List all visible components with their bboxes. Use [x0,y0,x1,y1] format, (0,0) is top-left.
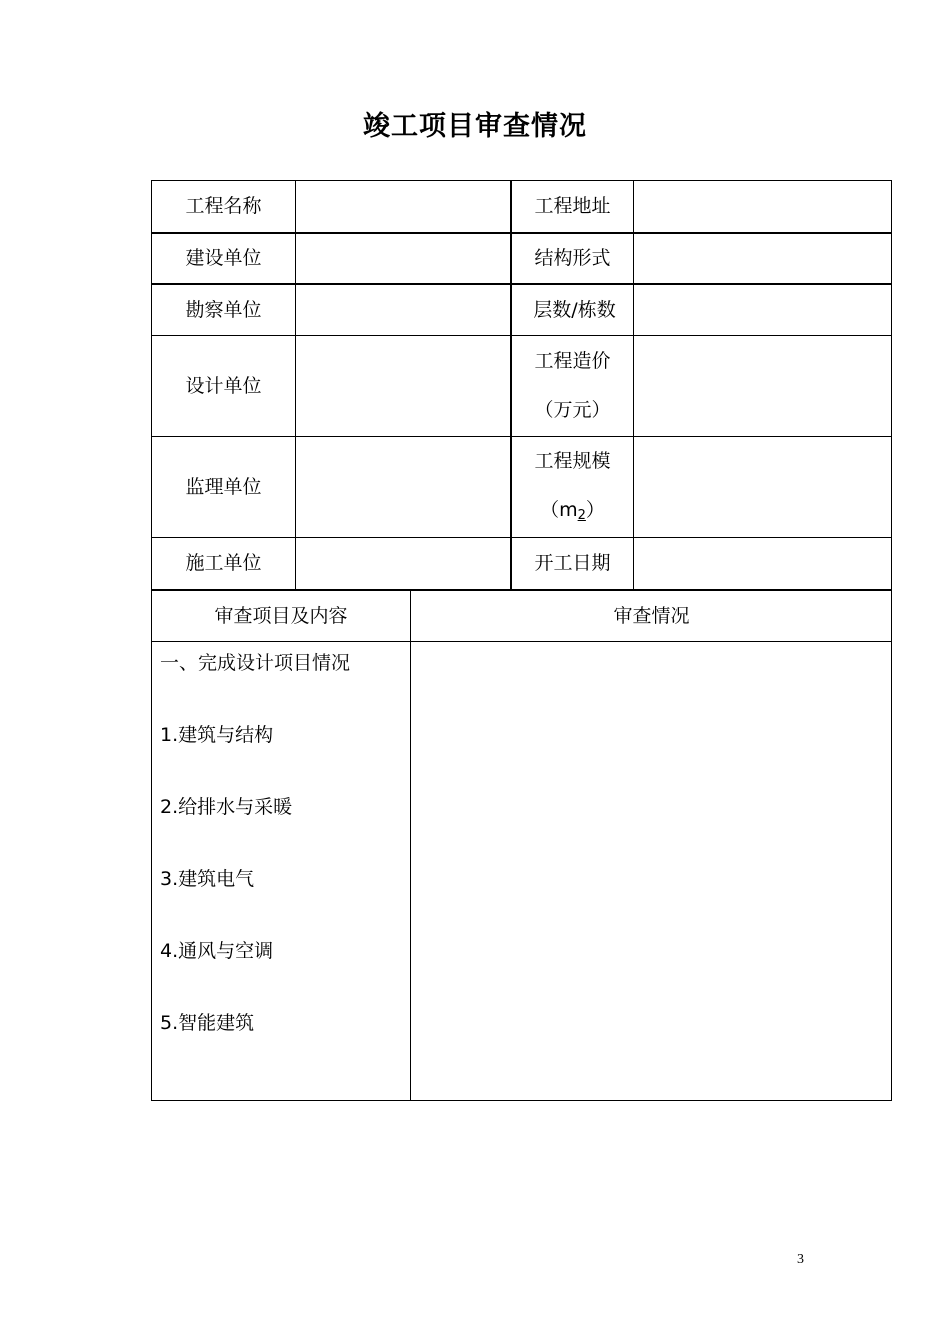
project-cost-label-line1: 工程造价 [534,350,611,372]
builder-unit-field[interactable] [296,538,510,589]
survey-unit-label: 勘察单位 [185,298,262,321]
builder-unit-label: 施工单位 [185,552,262,574]
review-item-3: 3.建筑电气 [160,868,255,890]
project-address-label: 工程地址 [534,195,611,217]
start-date-field[interactable] [634,538,892,589]
review-item-1: 1.建筑与结构 [160,724,274,746]
structure-type-label: 结构形式 [534,247,611,269]
start-date-label: 开工日期 [534,552,611,574]
review-item-0: 一、完成设计项目情况 [160,652,351,674]
project-cost-label [512,336,633,436]
project-scale-field[interactable] [634,437,892,537]
scale-unit-prefix: （m [540,499,578,521]
floors-buildings-label: 层数/栋数 [533,298,616,321]
project-scale-label-line1: 工程规模 [534,450,611,472]
project-name-label: 工程名称 [185,195,262,217]
review-form-table [151,180,892,1101]
project-name-field[interactable] [296,181,510,232]
page-number: 3 [797,1252,804,1267]
project-address-field[interactable] [634,181,892,232]
page-title: 竣工项目审查情况 [363,111,587,142]
structure-type-field[interactable] [634,234,892,283]
scale-unit-exponent: 2 [577,508,586,523]
scale-unit-suffix: ） [585,499,605,521]
review-items-header: 审查项目及内容 [214,604,348,627]
construction-unit-field[interactable] [296,234,510,283]
supervision-unit-field[interactable] [296,437,510,537]
project-cost-label-line2: （万元） [534,399,611,421]
survey-unit-field[interactable] [296,285,510,335]
review-result-field[interactable] [411,642,892,1101]
floors-buildings-field[interactable] [634,285,892,335]
review-item-4: 4.通风与空调 [160,940,274,962]
design-unit-field[interactable] [296,336,510,436]
design-unit-label: 设计单位 [185,374,262,397]
project-scale-label-line2 [540,501,605,522]
project-cost-field[interactable] [634,336,892,436]
project-scale-label [512,437,633,537]
supervision-unit-label: 监理单位 [185,475,262,498]
construction-unit-label: 建设单位 [185,247,262,269]
review-status-header: 审查情况 [613,604,690,627]
review-item-5: 5.智能建筑 [160,1012,255,1034]
review-item-2: 2.给排水与采暖 [160,796,293,818]
